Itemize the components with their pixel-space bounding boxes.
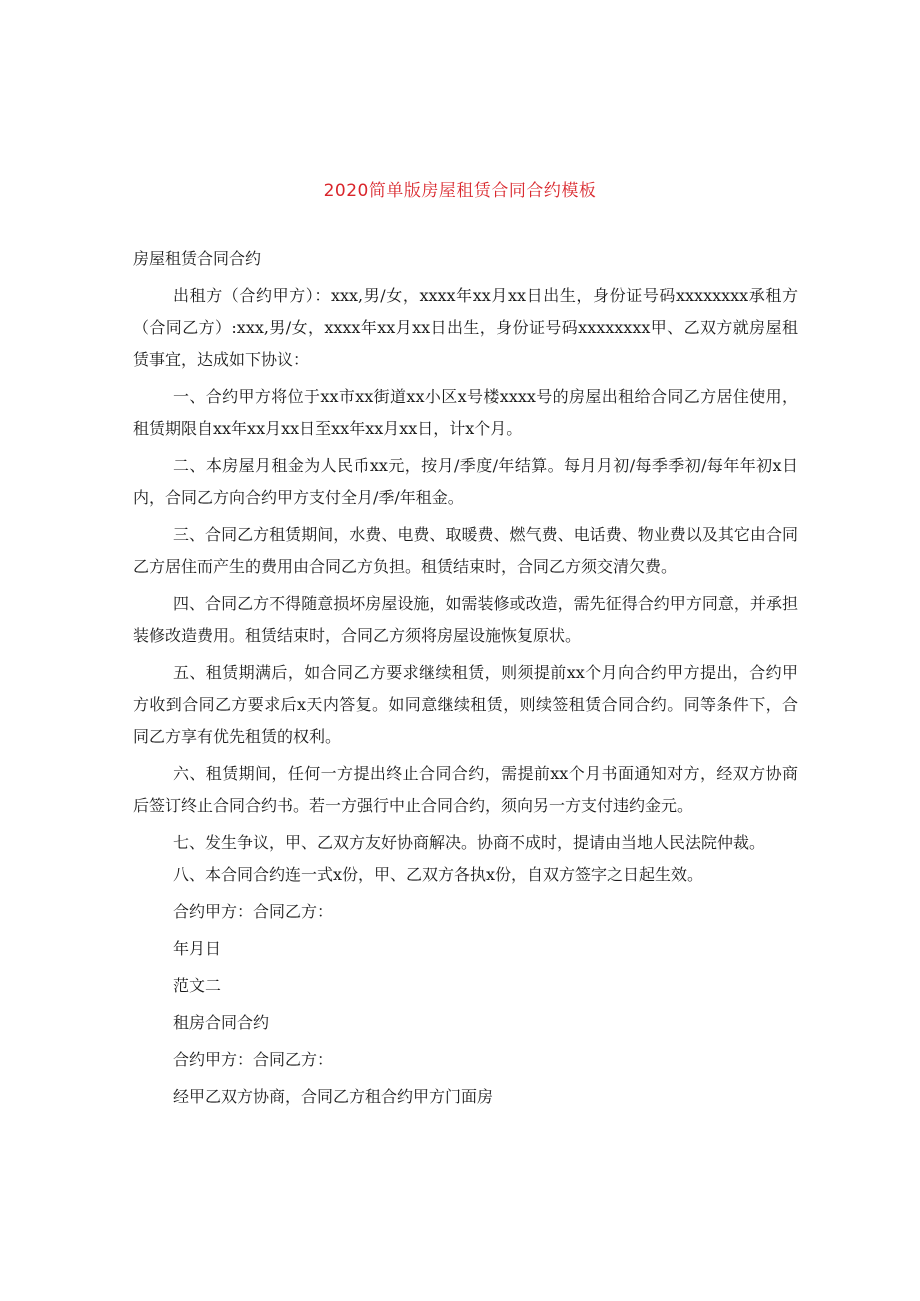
document-title: 2020简单版房屋租赁合同合约模板 [323, 181, 597, 201]
paragraph-parties: 出租方（合约甲方）：xxx,男/女，xxxx年xx月xx日出生，身份证号码xxxxxxxx承租方（合同乙方）:xxx,男/女，xxxx年xx月xx日出生，身份证号码xxxxxxxx甲、乙双方就房屋租赁事宜，达成如下协议： [133, 286, 798, 369]
sample-two-heading: 范文二 [173, 976, 222, 995]
paragraph-heading: 房屋租赁合同合约 [133, 249, 262, 268]
paragraph-clause-5: 五、租赁期满后，如合同乙方要求继续租赁，则须提前xx个月向合约甲方提出，合约甲方收到合同乙方要求后x天内答复。如同意继续租赁，则续签租赁合同合约。同等条件下，合同乙方享有优先租赁的权利。 [133, 663, 798, 746]
signature-line: 合约甲方：合同乙方： [173, 902, 334, 921]
paragraph-clause-1: 一、合约甲方将位于xx市xx街道xx小区x号楼xxxx号的房屋出租给合同乙方居住使用，租赁期限自xx年xx月xx日至xx年xx月xx日，计x个月。 [133, 387, 798, 438]
paragraph-clause-8: 八、本合同合约连一式x份，甲、乙双方各执x份，自双方签字之日起生效。 [173, 865, 704, 884]
paragraph-clause-3: 三、合同乙方租赁期间，水费、电费、取暖费、燃气费、电话费、物业费以及其它由合同乙方居住而产生的费用由合同乙方负担。租赁结束时，合同乙方须交清欠费。 [133, 525, 798, 576]
paragraph-clause-7: 七、发生争议，甲、乙双方友好协商解决。协商不成时，提请由当地人民法院仲裁。 [173, 833, 766, 852]
paragraph-clause-2: 二、本房屋月租金为人民币xx元，按月/季度/年结算。每月月初/每季季初/每年年初x日内，合同乙方向合约甲方支付全月/季/年租金。 [133, 456, 798, 507]
paragraph-clause-6: 六、租赁期间，任何一方提出终止合同合约，需提前xx个月书面通知对方，经双方协商后签订终止合同合约书。若一方强行中止合同合约，须向另一方支付违约金元。 [133, 764, 798, 815]
sample-two-parties: 合约甲方：合同乙方： [173, 1050, 334, 1069]
sample-two-intro: 经甲乙双方协商，合同乙方租合约甲方门面房 [173, 1087, 494, 1106]
date-line: 年月日 [173, 939, 222, 958]
document-body [133, 243, 798, 1113]
paragraph-clause-4: 四、合同乙方不得随意损坏房屋设施，如需装修或改造，需先征得合约甲方同意，并承担装修改造费用。租赁结束时，合同乙方须将房屋设施恢复原状。 [133, 594, 798, 645]
sample-two-title: 租房合同合约 [173, 1013, 270, 1032]
